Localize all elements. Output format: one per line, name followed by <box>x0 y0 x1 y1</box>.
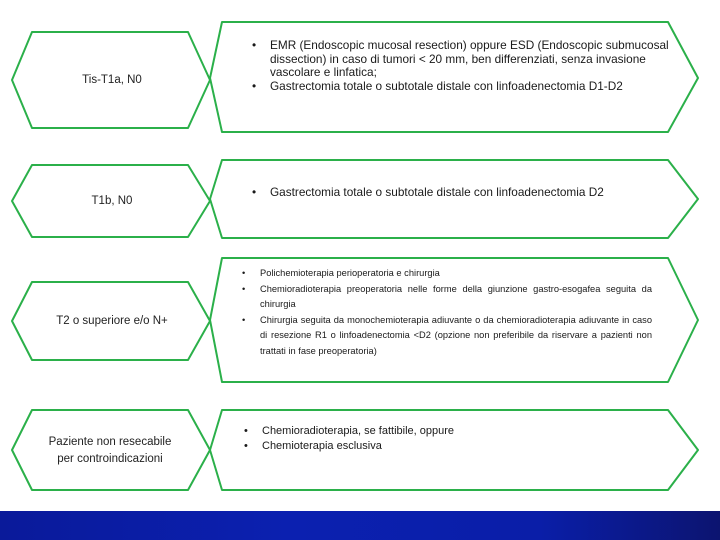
stage-text: T1b, N0 <box>91 194 133 207</box>
treatment-item: • Chemioradioterapia preoperatoria nelle forme della giunzione gastro-esogafea seguita da chirurgia <box>238 282 652 313</box>
treatment-item: • Chemioradioterapia, se fattibile, oppure <box>240 424 660 439</box>
treatment-list-non-resecabile <box>240 424 660 454</box>
treatment-list-t1b <box>248 186 678 200</box>
stage-label-tis-t1a <box>22 64 202 96</box>
treatment-item: • Chirurgia seguita da monochemioterapia adiuvante o da chemioradioterapia adiuvante in caso di resezione R1 o linfoadenectomia <D2 (opzione non preferibile da riservare a pazienti non trattati in fase preoperatoria) <box>238 313 652 360</box>
stage-label-non-resecabile <box>48 424 172 478</box>
stage-label-t1b <box>22 185 202 217</box>
treatment-item: • Polichemioterapia perioperatoria e chirurgia <box>238 266 652 282</box>
stage-text: T2 o superiore e/o N+ <box>56 314 168 327</box>
treatment-list-tis-t1a <box>248 39 678 93</box>
treatment-list-t2 <box>238 266 652 360</box>
treatment-item: • EMR (Endoscopic mucosal resection) oppure ESD (Endoscopic submucosal dissection) in caso di tumori < 20 mm, ben differenziati, senza invasione vascolare e linfatica; <box>248 39 678 80</box>
footer-bar <box>0 511 720 540</box>
treatment-item: • Gastrectomia totale o subtotale distale con linfoadenectomia D2 <box>248 186 678 200</box>
treatment-item: • Gastrectomia totale o subtotale distale con linfoadenectomia D1-D2 <box>248 80 678 94</box>
treatment-item: • Chemioterapia esclusiva <box>240 439 660 454</box>
stage-text: Tis-T1a, N0 <box>82 73 142 86</box>
stage-label-t2 <box>22 305 202 337</box>
stage-text: Paziente non resecabile per controindicazioni <box>48 436 172 465</box>
